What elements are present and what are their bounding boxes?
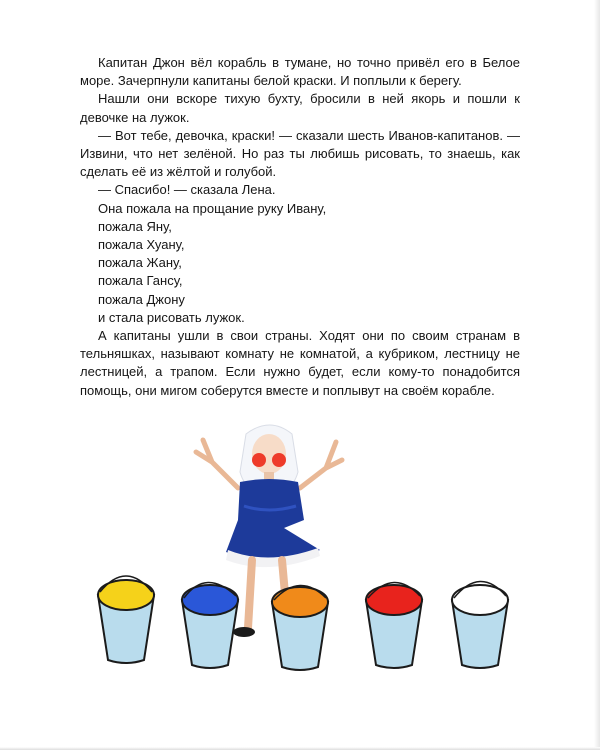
paragraph: — Спасибо! — сказала Лена. [98, 182, 276, 198]
story-text [80, 54, 520, 400]
bucket-yellow [98, 576, 154, 663]
bucket-blue [182, 582, 238, 668]
bucket-white [452, 581, 508, 668]
illustration-girl-with-paint-buckets [0, 410, 600, 750]
girl-right-cheek [272, 453, 286, 467]
paragraph: Капитан Джон вёл корабль в тумане, но точно привёл его в Белое море. Зачерпнули капитаны белой краски. И поплыли к берегу. [80, 55, 520, 89]
paragraph: пожала Хуану, [98, 237, 185, 253]
paragraph: пожала Джону [98, 291, 185, 307]
page-edge-shadow [594, 0, 600, 750]
paragraph: пожала Яну, [98, 218, 172, 234]
bucket-orange [272, 585, 328, 670]
paragraph: Нашли они вскоре тихую бухту, бросили в ней якорь и пошли к девочке на лужок. [80, 91, 520, 125]
paragraph: пожала Гансу, [98, 273, 183, 289]
paragraph: А капитаны ушли в свои страны. Ходят они по своим странам в тельняшках, называют комнату не комнатой, а кубриком, лестницу не лестницей, а трапом. Если нужно будет, если кому-то понадобится помощь, они мигом соберутся вместе и поплывут на своём корабле. [80, 328, 520, 398]
girl-right-arm [300, 442, 342, 488]
paragraph: Она пожала на прощание руку Ивану, [98, 200, 327, 216]
paragraph: — Вот тебе, девочка, краски! — сказали шесть Иванов-капитанов. — Извини, что нет зелёной. Но раз ты любишь рисовать, то знаешь, как сделать её из жёлтой и голубой. [80, 127, 520, 180]
girl-left-cheek [252, 453, 266, 467]
girl-left-arm [196, 440, 238, 488]
paragraph: и стала рисовать лужок. [98, 309, 245, 325]
bucket-red [366, 582, 422, 668]
girl-dress [226, 479, 320, 561]
paragraph: пожала Жану, [98, 255, 182, 271]
